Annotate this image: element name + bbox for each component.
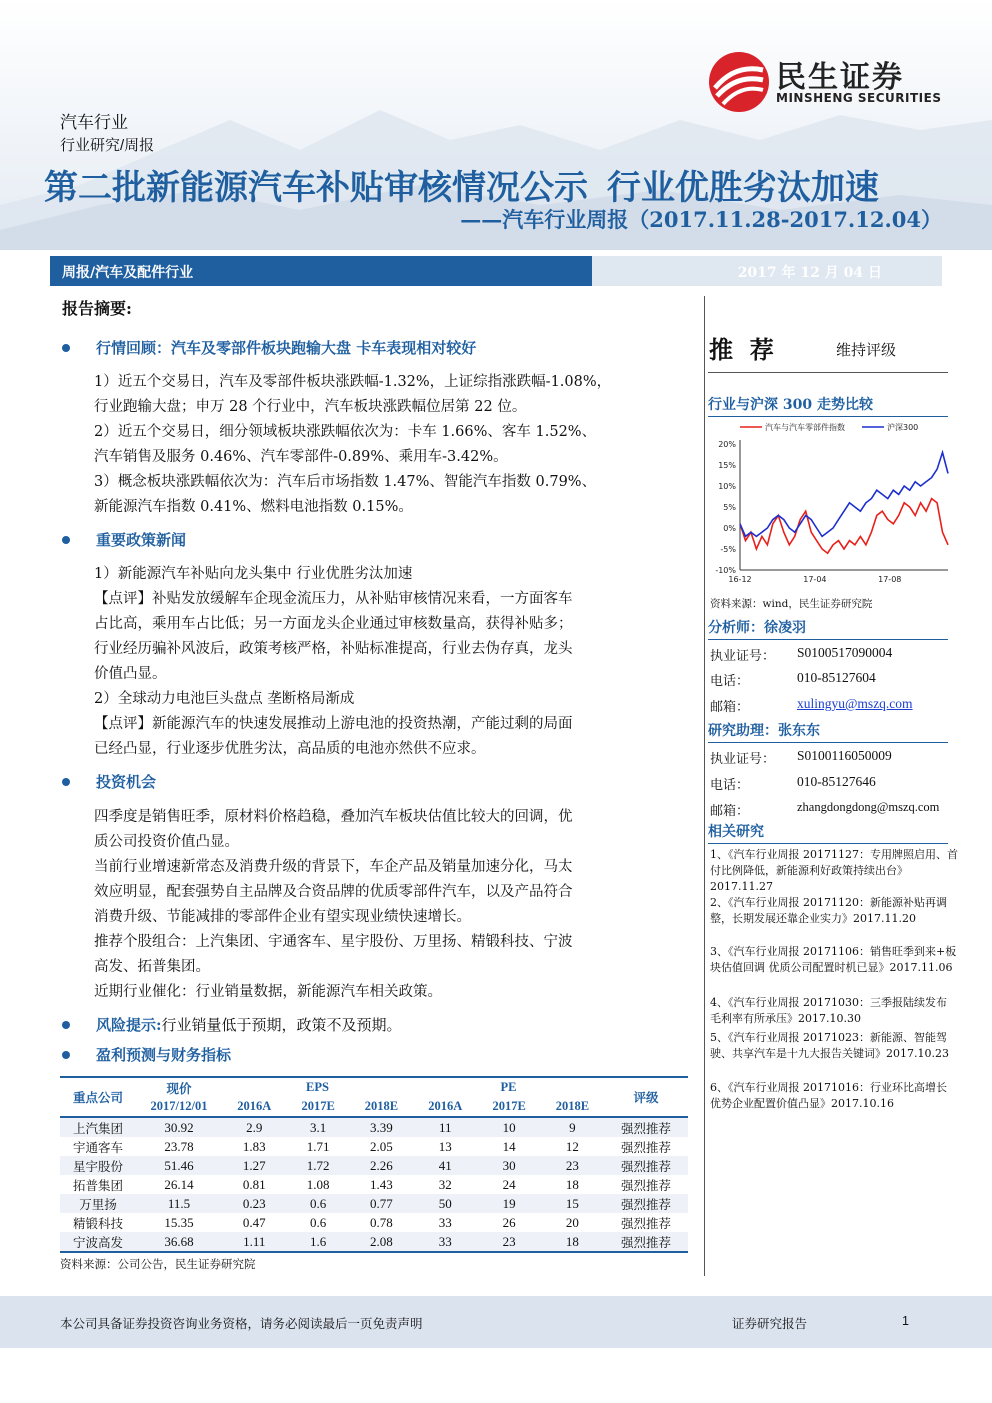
y-tick-label: 20% <box>718 440 736 449</box>
table-cell: 23 <box>502 1233 516 1249</box>
table-cell: 2.08 <box>369 1233 393 1249</box>
col-price: 现价 <box>166 1081 192 1096</box>
table-cell: 33 <box>438 1214 452 1230</box>
table-cell: 15 <box>565 1195 579 1211</box>
col-year: 2016A <box>428 1099 463 1113</box>
table-cell: 15.35 <box>164 1214 194 1230</box>
table-cell: 1.27 <box>242 1157 266 1173</box>
col-year: 2017E <box>301 1099 335 1113</box>
chart-title: 行业与沪深 300 走势比较 <box>708 394 948 417</box>
table-cell: 1.83 <box>242 1138 266 1154</box>
text-line: 2）全球动力电池巨头盘点 垄断格局渐成 <box>94 691 355 707</box>
assistant-cert-label: 执业证号： <box>710 752 776 767</box>
text-line: 【点评】新能源汽车的快速发展推动上游电池的投资热潮，产能过剩的局面 <box>94 716 573 732</box>
table-cell: 强烈推荐 <box>620 1234 671 1250</box>
table-cell: 3.39 <box>369 1119 393 1135</box>
footer-disclaimer: 本公司具备证券投资咨询业务资格，请务必阅读最后一页免责声明 <box>60 1317 423 1331</box>
table-cell: 23.78 <box>164 1138 194 1154</box>
table-row <box>60 1213 688 1232</box>
section-heading-forecast: 盈利预测与财务指标 <box>96 1046 232 1064</box>
col-rating: 评级 <box>633 1091 659 1105</box>
table-cell: 1.6 <box>310 1233 327 1249</box>
text-line: 1）新能源汽车补贴向龙头集中 行业优胜劣汰加速 <box>94 566 413 582</box>
col-eps: EPS <box>306 1080 329 1094</box>
bullet-icon <box>62 1051 70 1059</box>
report-subtitle: ——汽车行业周报（2017.11.28-2017.12.04） <box>460 207 942 232</box>
logo-text-en: MINSHENG SECURITIES <box>776 91 942 105</box>
col-year: 2018E <box>364 1099 399 1113</box>
text-line: 四季度是销售旺季，原材料价格趋稳，叠加汽车板块估值比较大的回调，优 <box>94 809 573 825</box>
analyst-cert-label: 执业证号： <box>710 649 776 664</box>
col-price-date: 2017/12/01 <box>150 1099 208 1113</box>
related-item[interactable]: 4、《汽车行业周报 20171030：三季报陆续发布 毛利率有所承压》2017.10.30 <box>710 996 947 1025</box>
bullet-icon <box>62 1021 70 1029</box>
assistant-email-value[interactable]: zhangdongdong@mszq.com <box>797 800 940 814</box>
report-title: 第二批新能源汽车补贴审核情况公示 行业优胜劣汰加速 <box>44 169 879 207</box>
table-cell: 51.46 <box>164 1157 194 1173</box>
analyst-title: 分析师：徐凌羽 <box>708 617 948 640</box>
table-row <box>60 1137 688 1156</box>
table-cell: 12 <box>565 1138 579 1154</box>
related-item[interactable]: 2、《汽车行业周报 20171120：新能源补贴再调整，长期发展还靠企业实力》2017.11.20 <box>710 896 947 925</box>
table-cell: 32 <box>438 1176 452 1192</box>
table-cell: 11 <box>438 1119 452 1135</box>
trend-chart <box>710 418 950 590</box>
table-cell: 强烈推荐 <box>620 1196 671 1212</box>
related-item[interactable]: 1、《汽车行业周报 20171127：专用牌照启用、首付比例降低，新能源利好政策持续出台》2017.11.27 <box>710 848 958 893</box>
table-row <box>60 1175 688 1194</box>
table-cell: 1.72 <box>306 1157 330 1173</box>
table-cell: 23 <box>565 1157 579 1173</box>
x-tick-label: 17-08 <box>878 575 902 584</box>
text-line: 3）概念板块涨跌幅依次为：汽车后市场指数 1.47%、智能汽车指数 0.79%、 <box>94 474 597 490</box>
recommend-label: 推 荐 <box>709 335 774 364</box>
rating-label: 维持评级 <box>836 341 897 359</box>
text-line: 近期行业催化：行业销量数据，新能源汽车相关政策。 <box>94 984 442 1000</box>
report-type: 行业研究/周报 <box>60 137 155 154</box>
related-title: 相关研究 <box>708 821 948 844</box>
col-pe: PE <box>500 1080 517 1094</box>
table-row <box>60 1156 688 1175</box>
text-line: 【点评】补贴发放缓解车企现金流压力，从补贴审核情况来看，一方面客车 <box>94 591 573 607</box>
assistant-phone-value: 010-85127646 <box>797 774 876 789</box>
bullet-icon <box>62 536 70 544</box>
table-cell: 50 <box>438 1195 452 1211</box>
analyst-cert-value: S0100517090004 <box>797 645 893 660</box>
table-cell: 精锻科技 <box>72 1215 123 1231</box>
footer-doc-type: 证券研究报告 <box>732 1317 808 1331</box>
table-cell: 33 <box>438 1233 452 1249</box>
text-line: 已经凸显，行业逐步优胜劣汰，高品质的电池亦然供不应求。 <box>94 741 486 757</box>
table-cell: 1.08 <box>306 1176 330 1192</box>
table-cell: 13 <box>438 1138 452 1154</box>
table-cell: 2.26 <box>369 1157 393 1173</box>
series-line <box>740 452 948 536</box>
text-line: 质公司投资价值凸显。 <box>94 834 239 850</box>
table-cell: 18 <box>565 1176 579 1192</box>
table-cell: 26.14 <box>164 1176 194 1192</box>
analyst-email-label: 邮箱： <box>710 700 750 715</box>
logo-text-cn: 民生证券 <box>776 60 904 95</box>
table-cell: 0.77 <box>369 1195 393 1211</box>
table-cell: 19 <box>502 1195 516 1211</box>
table-cell: 0.6 <box>310 1214 327 1230</box>
table-cell: 0.6 <box>310 1195 327 1211</box>
industry-label: 汽车行业 <box>60 113 128 132</box>
text-line: 占比高，乘用车占比低；另一方面龙头企业通过审核数量高，获得补贴多； <box>94 616 573 632</box>
legend-label: 沪深300 <box>887 423 919 432</box>
table-cell: 36.68 <box>164 1233 194 1249</box>
y-tick-label: 10% <box>718 482 736 491</box>
chart-source: 资料来源：wind，民生证券研究院 <box>710 598 873 610</box>
table-cell: 11.5 <box>167 1195 191 1211</box>
table-cell: 24 <box>502 1176 516 1192</box>
table-cell: 26 <box>502 1214 516 1230</box>
bullet-icon <box>62 778 70 786</box>
col-year: 2018E <box>555 1099 590 1113</box>
table-cell: 拓普集团 <box>72 1177 123 1193</box>
table-cell: 1.71 <box>306 1138 330 1154</box>
text-line: 1）近五个交易日，汽车及零部件板块涨跌幅-1.32%，上证综指涨跌幅-1.08%， <box>94 374 612 390</box>
y-tick-label: 0% <box>723 524 736 533</box>
page-footer <box>0 1296 992 1348</box>
policy-paragraph <box>94 562 676 762</box>
text-line: 2）近五个交易日，细分领域板块涨跌幅依次为：卡车 1.66%、客车 1.52%、 <box>94 424 597 440</box>
table-cell: 强烈推荐 <box>620 1158 671 1174</box>
table-cell: 30 <box>502 1157 516 1173</box>
invest-paragraph <box>94 805 676 1005</box>
risk-line <box>96 1014 402 1035</box>
table-cell: 强烈推荐 <box>620 1120 671 1136</box>
bullet-icon <box>62 344 70 352</box>
text-line: 行业经历骗补风波后，政策考核严格，补贴标准提高，行业去伪存真，龙头 <box>94 641 573 657</box>
x-tick-label: 16-12 <box>728 575 752 584</box>
table-cell: 30.92 <box>164 1119 194 1135</box>
analyst-phone-label: 电话： <box>710 674 750 689</box>
section-heading-market: 行情回顾：汽车及零部件板块跑输大盘 卡车表现相对较好 <box>96 339 477 357</box>
table-cell: 18 <box>565 1233 579 1249</box>
assistant-email-label: 邮箱： <box>710 804 750 819</box>
series-line <box>740 499 948 554</box>
table-cell: 2.05 <box>369 1138 393 1154</box>
table-cell: 星宇股份 <box>72 1158 123 1174</box>
text-line: 推荐个股组合：上汽集团、宇通客车、星宇股份、万里扬、精锻科技、宁波 <box>94 934 573 950</box>
analyst-phone-value: 010-85127604 <box>797 670 876 685</box>
category-label: 周报/汽车及配件行业 <box>62 265 194 281</box>
section-heading-policy: 重要政策新闻 <box>96 531 187 549</box>
financial-table <box>60 1076 688 1253</box>
minsheng-logo-icon <box>707 50 771 114</box>
y-tick-label: 15% <box>718 461 736 470</box>
text-line: 汽车销售及服务 0.46%、汽车零部件-0.89%、乘用车-3.42%。 <box>94 449 508 465</box>
legend-label: 汽车与汽车零部件指数 <box>765 423 845 432</box>
assistant-phone-label: 电话： <box>710 778 750 793</box>
table-cell: 0.78 <box>369 1214 393 1230</box>
col-year: 2017E <box>492 1099 526 1113</box>
column-divider <box>704 296 705 1276</box>
table-cell: 强烈推荐 <box>620 1215 671 1231</box>
col-company: 重点公司 <box>72 1091 123 1105</box>
table-cell: 0.47 <box>242 1214 266 1230</box>
table-cell: 0.23 <box>242 1195 266 1211</box>
section-heading-invest: 投资机会 <box>96 773 157 791</box>
table-cell: 0.81 <box>242 1176 266 1192</box>
x-tick-label: 17-04 <box>803 575 827 584</box>
report-date: 2017 年 12 月 04 日 <box>737 265 882 281</box>
table-cell: 强烈推荐 <box>620 1177 671 1193</box>
risk-heading: 风险提示: <box>96 1016 162 1034</box>
related-item[interactable]: 5、《汽车行业周报 20171023：新能源、智能驾驶、共享汽车是十九大报告关键词》2017.10.23 <box>710 1031 949 1060</box>
table-cell: 万里扬 <box>79 1196 117 1212</box>
risk-text: 行业销量低于预期，政策不及预期。 <box>161 1016 402 1034</box>
table-source: 资料来源：公司公告，民生证券研究院 <box>60 1257 256 1271</box>
table-cell: 2.9 <box>246 1119 263 1135</box>
table-cell: 1.11 <box>243 1233 266 1249</box>
table-cell: 10 <box>502 1119 516 1135</box>
y-tick-label: 5% <box>723 503 736 512</box>
table-cell: 41 <box>438 1157 452 1173</box>
table-cell: 20 <box>565 1214 579 1230</box>
text-line: 行业跑输大盘；申万 28 个行业中，汽车板块涨跌幅位居第 22 位。 <box>94 399 527 415</box>
text-line: 高发、拓普集团。 <box>94 959 210 975</box>
text-line: 价值凸显。 <box>94 666 167 682</box>
y-tick-label: -10% <box>715 566 736 575</box>
market-paragraph <box>94 370 676 520</box>
analyst-email-link[interactable]: xulingyu@mszq.com <box>797 696 913 711</box>
text-line: 当前行业增速新常态及消费升级的背景下，车企产品及销量加速分化，马太 <box>94 859 573 875</box>
text-line: 新能源汽车指数 0.41%、燃料电池指数 0.15%。 <box>94 499 413 515</box>
category-bar <box>50 256 942 286</box>
table-row <box>60 1232 688 1252</box>
text-line: 消费升级、节能减排的零部件企业有望实现业绩快速增长。 <box>94 909 471 925</box>
table-cell: 9 <box>569 1119 576 1135</box>
col-year: 2016A <box>237 1099 272 1113</box>
table-cell: 3.1 <box>310 1119 327 1135</box>
summary-title: 报告摘要: <box>62 299 132 318</box>
y-tick-label: -5% <box>720 545 736 554</box>
table-cell: 宁波高发 <box>72 1234 123 1250</box>
divider <box>708 372 948 373</box>
table-row <box>60 1117 688 1137</box>
table-cell: 宇通客车 <box>72 1139 123 1155</box>
table-cell: 强烈推荐 <box>620 1139 671 1155</box>
related-item[interactable]: 3、《汽车行业周报 20171106：销售旺季到来+板块估值回调 优质公司配置时机已显》2017.11.06 <box>710 945 957 974</box>
table-cell: 1.43 <box>369 1176 393 1192</box>
related-item[interactable]: 6、《汽车行业周报 20171016：行业环比高增长 优势企业配置价值凸显》2017.10.16 <box>710 1081 947 1110</box>
assistant-title: 研究助理：张东东 <box>708 720 948 743</box>
footer-page-number: 1 <box>902 1314 909 1328</box>
table-cell: 上汽集团 <box>72 1120 123 1136</box>
assistant-cert-value: S0100116050009 <box>797 748 892 763</box>
text-line: 效应明显，配套强势自主品牌及合资品牌的优质零部件汽车，以及产品符合 <box>94 884 573 900</box>
table-row <box>60 1194 688 1213</box>
table-cell: 14 <box>502 1138 516 1154</box>
